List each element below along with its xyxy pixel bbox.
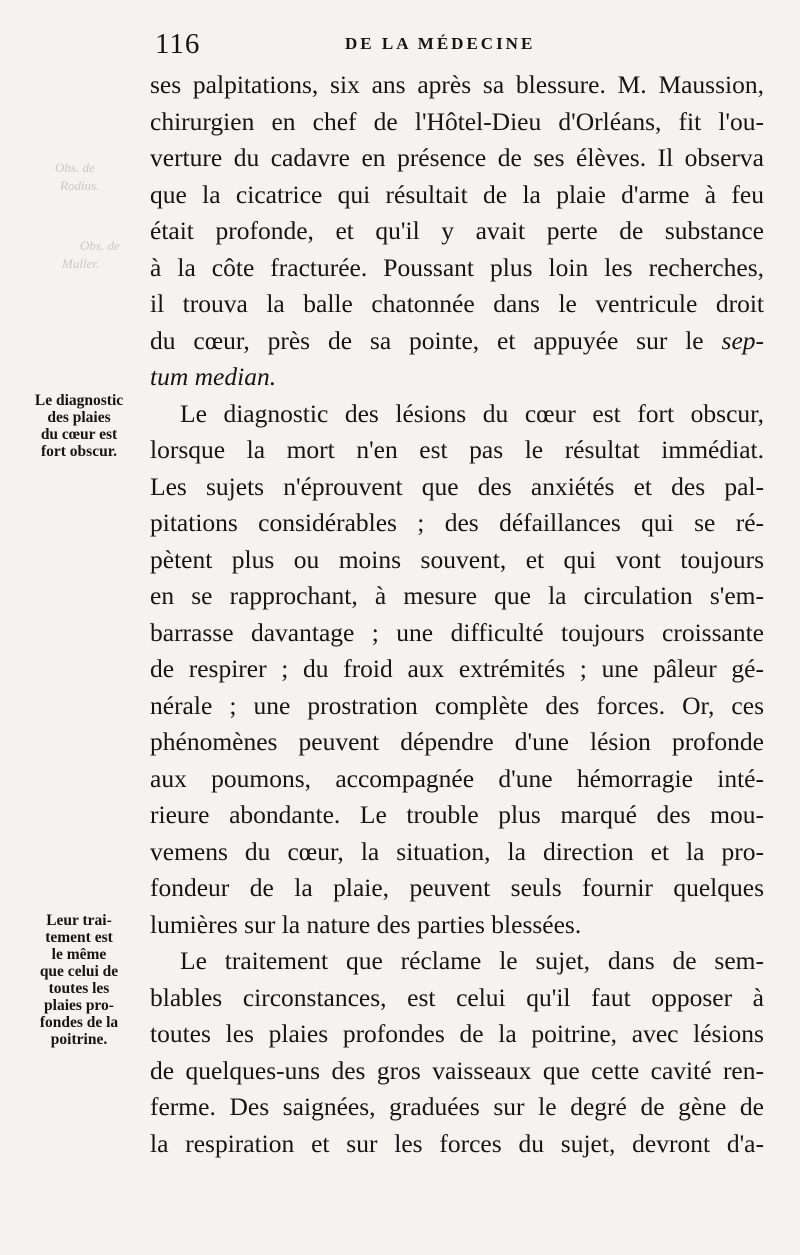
margin-note-line: le même <box>51 946 107 963</box>
page-header <box>155 28 755 64</box>
text-line: barrasse davantage ; une difficulté toujours croissante <box>150 617 764 647</box>
page-number: 116 <box>155 28 201 60</box>
text-line: pitations considérables ; des défaillances qui se ré- <box>150 508 764 537</box>
text-line: en se rapprochant, à mesure que la circulation s'em- <box>150 581 764 610</box>
text-line: vemens du cœur, la situation, la direction et la pro- <box>150 836 764 866</box>
margin-note-line: Le diagnostic <box>34 392 124 409</box>
text-line: que la cicatrice qui résultait de la plaie d'arme à feu <box>150 179 764 209</box>
margin-note-line: fondes de la <box>39 1014 119 1031</box>
margin-note-treatment <box>8 912 150 1048</box>
margin-note-line: du cœur est <box>40 426 118 443</box>
bleed-through-mark: Obs. de <box>80 238 120 253</box>
text-line: nérale ; une prostration complète des forces. Or, ces <box>150 690 764 720</box>
text-line: pètent plus ou moins souvent, et qui vont toujours <box>150 544 764 574</box>
text-line: rieure abondante. Le trouble plus marqué des mou- <box>150 800 764 829</box>
text-line: était profonde, et qu'il y avait perte de substance <box>150 216 764 245</box>
bleed-through-mark: Obs. de <box>55 160 95 175</box>
margin-note-line: toutes les <box>48 980 110 997</box>
bleed-through-mark: Muller. <box>62 256 100 271</box>
text-line-start: du cœur, près de sa pointe, et appuyée sur le <box>150 325 704 355</box>
text-line: verture du cadavre en présence de ses élèves. Il observa <box>150 143 764 172</box>
text-line: phénomènes peuvent dépendre d'une lésion profonde <box>150 727 764 756</box>
text-line: la respiration et sur les forces du sujet, devront d'a- <box>150 1128 764 1158</box>
text-line: aux poumons, accompagnée d'une hémorragie inté- <box>150 763 764 793</box>
margin-note-line: tement est <box>45 929 113 946</box>
text-line: à la côte fracturée. Poussant plus loin les recherches, <box>150 252 764 282</box>
text-line: il trouva la balle chatonnée dans le ventricule droit <box>150 289 764 318</box>
text-line: chirurgien en chef de l'Hôtel-Dieu d'Orléans, fit l'ou- <box>150 106 764 136</box>
margin-note-line: poitrine. <box>50 1031 108 1048</box>
paragraph-start: Le diagnostic des lésions du cœur est fort obscur, <box>180 398 764 428</box>
text-line: ses palpitations, six ans après sa blessure. M. Maussion, <box>150 70 764 99</box>
margin-note-diagnostic <box>8 392 150 460</box>
bleed-through-mark: Rodius. <box>60 178 100 193</box>
margin-note-line: des plaies <box>47 409 111 426</box>
text-line: fondeur de la plaie, peuvent seuls fournir quelques <box>150 873 764 902</box>
margin-note-line: fort obscur. <box>40 443 118 460</box>
text-line: tum median. <box>150 362 277 391</box>
body-text <box>150 67 764 1162</box>
text-line: de respirer ; du froid aux extrémités ; une pâleur gé- <box>150 654 764 683</box>
italic-word: sep- <box>721 325 764 355</box>
text-line: Les sujets n'éprouvent que des anxiétés et des pal- <box>150 471 764 501</box>
text-line: blables circonstances, est celui qu'il faut opposer à <box>150 982 764 1012</box>
text-line: toutes les plaies profondes de la poitrine, avec lésions <box>150 1019 764 1048</box>
paragraph-start: Le traitement que réclame le sujet, dans de sem- <box>180 946 764 975</box>
text-line: lumières sur la nature des parties blessées. <box>150 909 582 939</box>
running-head: DE LA MÉDECINE <box>345 34 536 53</box>
margin-note-line: Leur trai- <box>46 912 112 929</box>
text-line: ferme. Des saignées, graduées sur le degré de gène de <box>150 1092 764 1121</box>
margin-note-line: que celui de <box>39 963 119 980</box>
text-line: lorsque la mort n'en est pas le résultat immédiat. <box>150 435 764 464</box>
text-line <box>150 323 764 360</box>
margin-note-line: plaies pro- <box>44 997 114 1014</box>
text-line: de quelques-uns des gros vaisseaux que cette cavité ren- <box>150 1055 764 1085</box>
